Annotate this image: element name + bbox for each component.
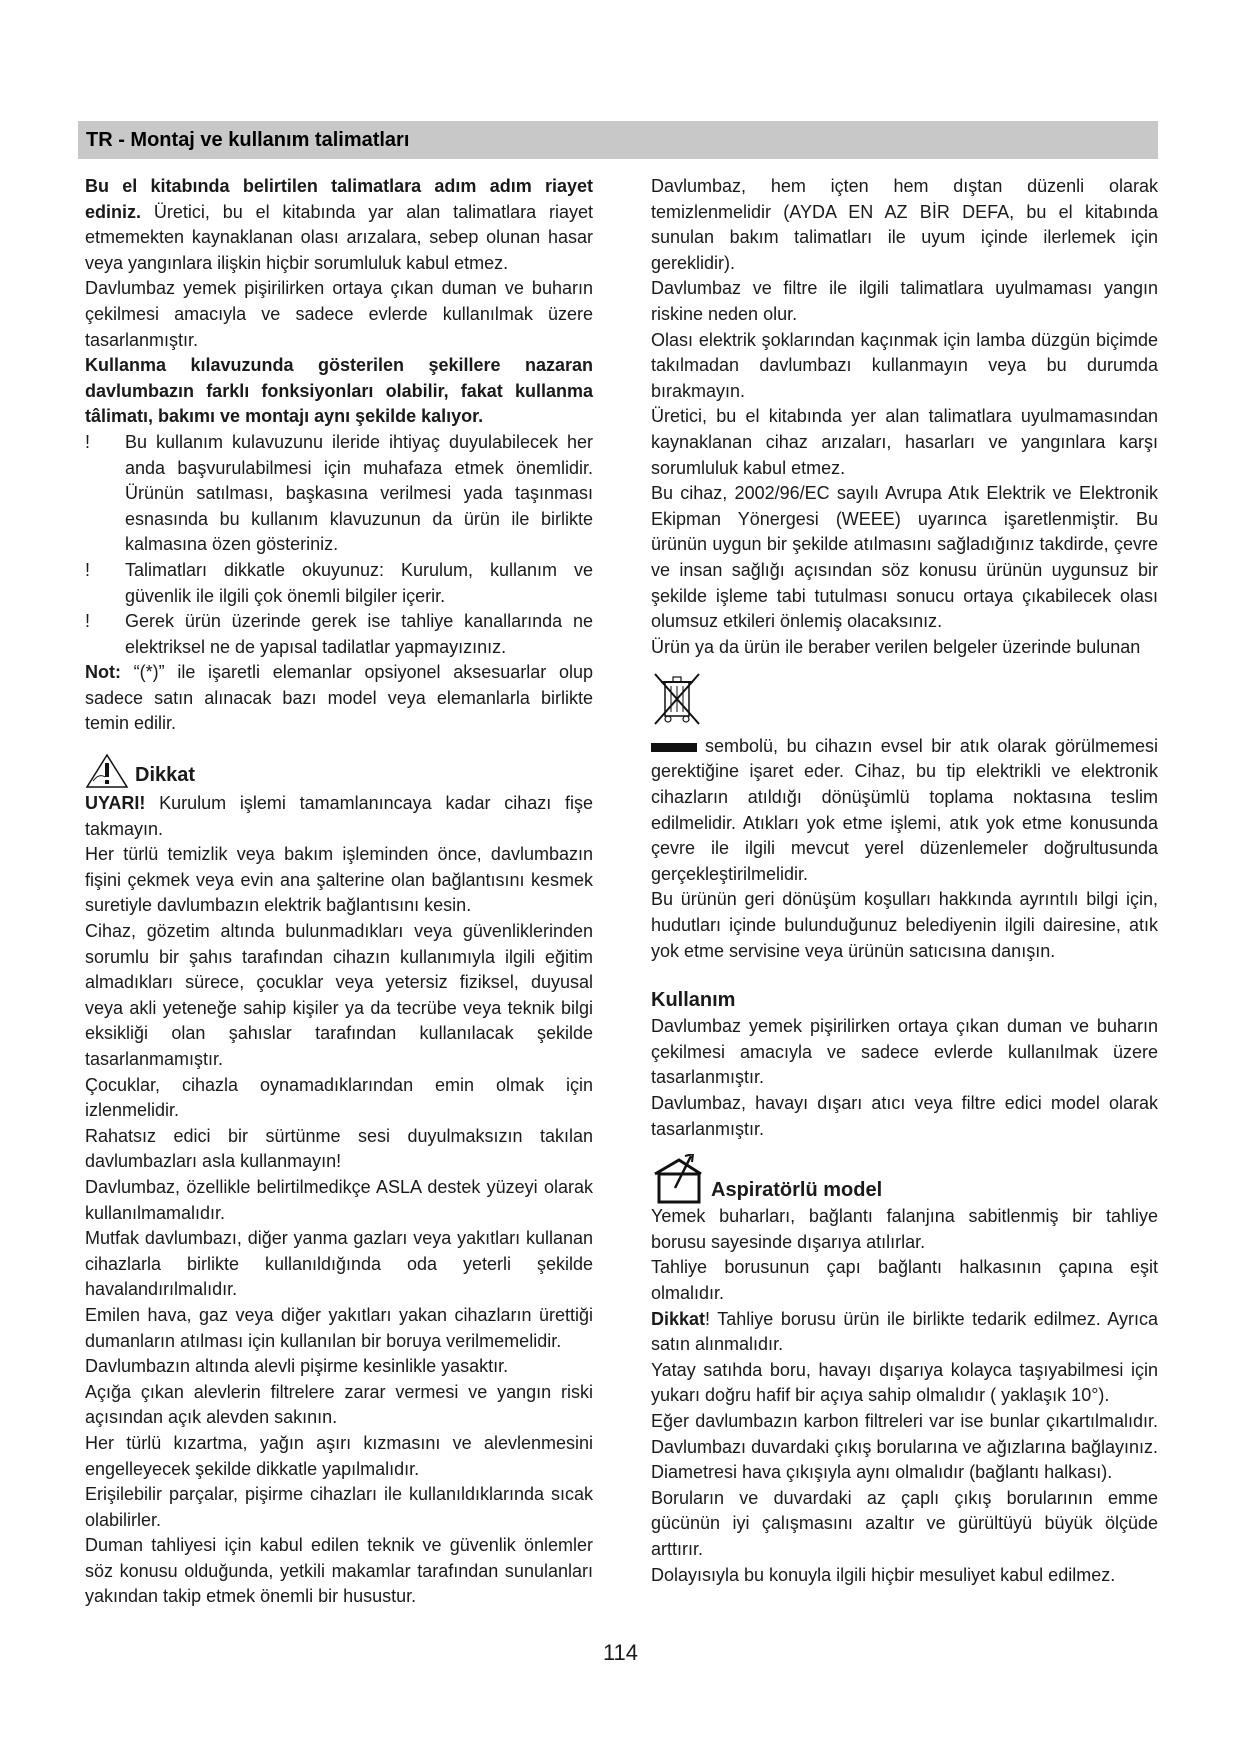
model-note-paragraph <box>651 1307 1158 1358</box>
usage-title: Kullanım <box>651 989 736 1012</box>
intro-bold: Bu el kitabında belirtilen talimatlara adım adım riayet ediniz. <box>85 176 593 222</box>
weee-paragraph <box>651 734 1158 888</box>
crossed-bin-icon <box>651 670 703 726</box>
warning-heading <box>85 753 593 789</box>
warning-paragraph: Çocuklar, cihazla oynamadıklarından emin olmak için izlenmelidir. <box>85 1074 593 1121</box>
warning-paragraph: Davlumbaz, özellikle belirtilmedikçe ASLA destek yüzeyi olarak kullanılmamalıdır. <box>85 1176 593 1223</box>
model-title: Aspiratörlü model <box>711 1179 883 1202</box>
bullet-text: Gerek ürün üzerinde gerek ise tahliye kanallarında ne elektriksel ne de yapısal tadilatlar yapmayızınız. <box>125 611 593 657</box>
model-heading <box>651 1154 1158 1204</box>
intro-rest: Üretici, bu el kitabında yar alan talimatlara riayet etmemekten kaynaklanan olası arızalara, sebep olunan hasar veya yangınlara ilişkin hiçbir sorumluluk kabul etmez. <box>85 201 593 273</box>
bullet-mark: ! <box>85 559 91 580</box>
right-paragraph: Üretici, bu el kitabında yer alan talimatlara uyulmamasından kaynaklanan cihaz arızaları, hasarları ve yangınlara karşı sorumluluk kabul etmez. <box>651 406 1158 478</box>
purpose-paragraph: Davlumbaz yemek pişirilirken ortaya çıkan duman ve buharın çekilmesi amacıyla ve sadece evlerde kullanılmak üzere tasarlanmıştır. <box>85 278 593 350</box>
model-note-label: Dikkat <box>651 1308 706 1329</box>
model-paragraph: Yemek buharları, bağlantı falanjına sabitlenmiş bir tahliye borusu sayesinde dışarıya atılırlar. <box>651 1206 1158 1252</box>
bullet-item <box>85 609 593 660</box>
model-paragraph: Tahliye borusunun çapı bağlantı halkasının çapına eşit olmalıdır. <box>651 1257 1158 1303</box>
warning-first-paragraph <box>85 791 593 842</box>
warning-paragraph: Açığa çıkan alevlerin filtrelere zarar vermesi ve yangın riski açısından açık alevden sakının. <box>85 1381 593 1428</box>
right-paragraph: Ürün ya da ürün ile beraber verilen belgeler üzerinde bulunan <box>651 636 1141 657</box>
bullet-mark: ! <box>85 431 91 452</box>
warning-paragraph: Erişilebilir parçalar, pişirme cihazları ile kullanıldıklarında sıcak olabilirler. <box>85 1484 593 1530</box>
weee-text: sembolü, bu cihazın evsel bir atık olarak görülmemesi gerektiğine işaret eder. Cihaz, bu tip elektrikli ve elektronik cihazların atıldığı dönüşümlü toplama noktasına teslim edilmelidir. Atıkları yok etme işlemi, atık yok etme konusunda çevre ile ilgili mevcut yerel düzenlemeler doğrultusunda gerçekleştirilmelidir. <box>651 735 1158 884</box>
note-paragraph <box>85 660 593 737</box>
section-title: TR - Montaj ve kullanım talimatları <box>86 129 410 151</box>
left-column <box>85 174 593 1610</box>
note-label: Not: <box>85 662 121 683</box>
warning-paragraph: Her türlü temizlik veya bakım işleminden önce, davlumbazın fişini çekmek veya evin ana şalterine olan bağlantısını kesmek suretiyle davlumbazın elektrik bağlantısını kesin. <box>85 844 593 916</box>
usage-paragraph: Davlumbaz, havayı dışarı atıcı veya filtre edici model olarak tasarlanmıştır. <box>651 1093 1158 1139</box>
model-paragraph: Boruların ve duvardaki az çaplı çıkış borularının emme gücünün iyi çalışmasını azaltır ve gürültüyü büyük ölçüde arttırır. <box>651 1487 1158 1559</box>
bullet-mark: ! <box>85 611 91 632</box>
model-note-text: ! Tahliye borusu ürün ile birlikte tedarik edilmez. Ayrıca satın alınmalıdır. <box>651 1308 1158 1355</box>
page-number: 114 <box>602 1640 639 1665</box>
right-paragraph: Davlumbaz ve filtre ile ilgili talimatlara uyulmaması yangın riskine neden olur. <box>651 278 1158 324</box>
warning-paragraph: Mutfak davlumbazı, diğer yanma gazları veya yakıtları kullanan cihazlarla birlikte kullanıldığında oda yeterli şekilde havalandırılmalıdır. <box>85 1228 593 1300</box>
weee-bar-icon <box>651 743 697 752</box>
model-paragraph: Eğer davlumbazın karbon filtreleri var ise bunlar çıkartılmalıdır. Davlumbazı duvardaki çıkış borularına ve ağızlarına bağlayınız. Diametresi hava çıkışıyla aynı olmalıdır (bağlantı halkası). <box>651 1410 1158 1483</box>
usage-paragraph: Davlumbaz yemek pişirilirken ortaya çıkan duman ve buharın çekilmesi amacıyla ve sadece evlerde kullanılmak üzere tasarlanmıştır. <box>651 1016 1158 1088</box>
weee-symbol <box>651 670 1158 734</box>
warning-label: UYARI! <box>85 793 146 814</box>
notice-paragraph: Kullanma kılavuzunda gösterilen şekillere nazaran davlumbazın farklı fonksiyonları olabilir, fakat kullanma tâlimatı, bakımı ve montajı aynı şekilde kalıyor. <box>85 355 593 427</box>
bullet-item <box>85 558 593 609</box>
warning-paragraph: Her türlü kızartma, yağın aşırı kızmasını ve alevlenmesini engelleyecek şekilde dikkatle yapılmalıdır. <box>85 1432 593 1479</box>
bullet-text: Bu kullanım kulavuzunu ileride ihtiyaç duyulabilecek her anda başvurulabilmesi için muhafaza etmek önemlidir. Ürünün satılması, başkasına verilmesi yada taşınması esnasında bu kullanım klavuzunun da ürün ile birlikte kalmasına özen gösteriniz. <box>125 431 593 555</box>
warning-paragraph: Rahatsız edici bir sürtünme sesi duyulmaksızın takılan davlumbazları asla kullanmayın! <box>85 1125 593 1172</box>
warning-paragraph: Emilen hava, gaz veya diğer yakıtları yakan cihazların ürettiği dumanların atılması için kullanılan bir boruya verilmemelidir. <box>85 1304 593 1351</box>
bullet-text: Talimatları dikkatle okuyunuz: Kurulum, kullanım ve güvenlik ile ilgili çok önemli bilgiler içerir. <box>125 559 593 606</box>
section-header <box>78 121 1158 159</box>
warning-first-text: Kurulum işlemi tamamlanıncaya kadar cihazı fişe takmayın. <box>85 793 593 839</box>
recycle-paragraph: Bu ürünün geri dönüşüm koşulları hakkında ayrıntılı bilgi için, hudutları içinde bulunduğunuz belediyenin ilgili dairesine, atık yok etme servisine veya ürünün satıcısına danışın. <box>651 889 1158 961</box>
warning-paragraph: Cihaz, gözetim altında bulunmadıkları veya güvenliklerinden sorumlu bir şahıs tarafından cihazın kullanımıyla ilgili eğitim almadıkları sürece, çocuklar veya yetersiz fiziksel, duyusal veya akli yeteneğe sahip kişiler ya da tecrübe veya teknik bilgi eksikliği olan şahıslar tarafından kullanılacak şekilde tasarlanmamıştır. <box>85 921 593 1069</box>
right-paragraph: Bu cihaz, 2002/96/EC sayılı Avrupa Atık Elektrik ve Elektronik Ekipman Yönergesi (WEEE) uyarınca işaretlenmiştir. Bu ürünün uygun bir şekilde atılmasını sağladığınız takdirde, çevre ve insan sağlığı açısından söz konusu ürünün uygunsuz bir şekilde işleme tabi tutulması sonucu ortaya çıkabilecek olası olumsuz etkileri önlemiş olacaksınız. <box>651 483 1158 632</box>
right-paragraph: Olası elektrik şoklarından kaçınmak için lamba düzgün biçimde takılmadan davlumbazı kullanmayın veya bu durumda bırakmayın. <box>651 329 1158 401</box>
warning-paragraph: Davlumbazın altında alevli pişirme kesinlikle yasaktır. <box>85 1356 509 1377</box>
right-paragraph: Davlumbaz, hem içten hem dıştan düzenli olarak temizlenmelidir (AYDA EN AZ BİR DEFA, bu el kitabında sunulan bakım talimatları ile uyum içinde ilerlemek için gereklidir). <box>651 176 1158 273</box>
right-column <box>651 174 1158 1588</box>
warning-paragraph: Duman tahliyesi için kabul edilen teknik ve güvenlik önlemler söz konusu olduğunda, yetkili makamlar tarafından sunulanları yakından takip etmek önemli bir husustur. <box>85 1535 593 1607</box>
model-paragraph: Yatay satıhda boru, havayı dışarıya kolayca taşıyabilmesi için yukarı doğru hafif bir açıya sahip olmalıdır ( yaklaşık 10°). <box>651 1359 1158 1406</box>
note-text: “(*)” ile işaretli elemanlar opsiyonel aksesuarlar olup sadece satın alınacak bazı model veya elemanlarla birlikte temin edilir. <box>85 662 593 734</box>
model-paragraph: Dolayısıyla bu konuyla ilgili hiçbir mesuliyet kabul edilmez. <box>651 1564 1116 1585</box>
warning-triangle-icon <box>85 753 129 789</box>
ducted-hood-icon <box>651 1154 705 1204</box>
warning-title: Dikkat <box>135 764 196 787</box>
bullet-item <box>85 430 593 558</box>
intro-paragraph <box>85 174 593 276</box>
